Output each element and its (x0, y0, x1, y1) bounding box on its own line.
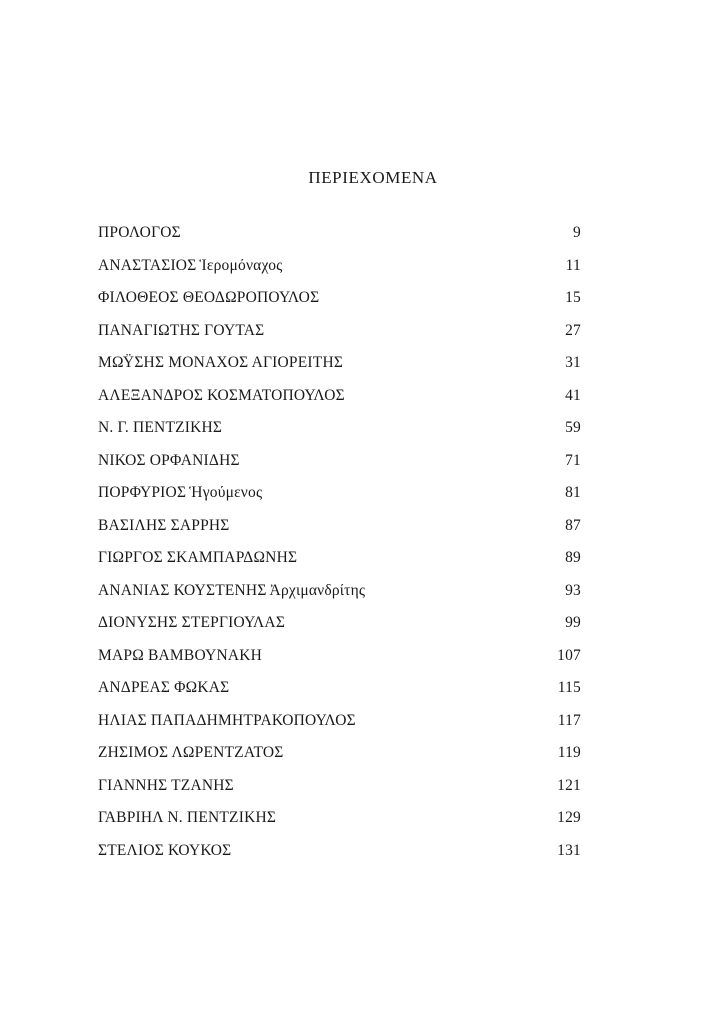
toc-entry-page: 107 (557, 646, 581, 664)
toc-entry-page: 15 (565, 289, 581, 306)
toc-entry (98, 679, 581, 712)
toc-entry-page: 9 (573, 224, 581, 241)
toc-entry-title (98, 842, 234, 860)
toc-entry-name: ΖΗΣΙΜΟΣ ΛΩΡΕΝΤΖΑΤΟΣ (98, 744, 284, 761)
toc-entry-page: 89 (565, 549, 581, 566)
toc-entry-name: ΔΙΟΝΥΣΗΣ ΣΤΕΡΓΙΟΥΛΑΣ (98, 614, 286, 631)
toc-entry-name: ΠΟΡΦΥΡΙΟΣ (98, 484, 187, 501)
toc-entry-title (98, 419, 225, 437)
toc-entry-title (98, 257, 283, 275)
toc-entry-title (98, 289, 322, 307)
toc-entry-page: 59 (565, 419, 581, 436)
toc-entry-name: ΓΑΒΡΙΗΛ Ν. ΠΕΝΤΖΙΚΗΣ (98, 809, 277, 826)
toc-entry-name: ΜΑΡΩ ΒΑΜΒΟΥΝΑΚΗ (98, 646, 263, 664)
toc-entry (98, 647, 581, 680)
toc-entry (98, 549, 581, 582)
toc-entry-title (98, 452, 243, 470)
toc-entry-title (98, 387, 348, 405)
toc-entry-page: 87 (565, 516, 581, 534)
toc-entry (98, 582, 581, 615)
toc-entry-title (98, 647, 265, 665)
toc-entry-title (98, 224, 184, 242)
toc-entry-page: 71 (565, 451, 581, 469)
toc-entry (98, 224, 581, 257)
toc-entry (98, 744, 581, 777)
toc-entry (98, 614, 581, 647)
toc-entry-name: ΝΙΚΟΣ ΟΡΦΑΝΙΔΗΣ (98, 451, 240, 469)
toc-entry-page: 119 (557, 744, 581, 761)
toc-entry (98, 322, 581, 355)
toc-entry-name: ΗΛΙΑΣ ΠΑΠΑΔΗΜΗΤΡΑΚΟΠΟΥΛΟΣ (98, 711, 356, 729)
toc-entry (98, 809, 581, 842)
toc-entry-page: 117 (557, 711, 581, 729)
toc-entry-page: 81 (565, 484, 581, 501)
toc-entry (98, 452, 581, 485)
toc-entry (98, 354, 581, 387)
toc-entry-name: ΦΙΛΟΘΕΟΣ ΘΕΟΔΩΡΟΠΟΥΛΟΣ (98, 289, 320, 306)
toc-entry-page: 131 (557, 841, 581, 859)
toc-entry-title (98, 322, 267, 340)
toc-entry-title (98, 777, 237, 795)
toc-entry (98, 712, 581, 745)
toc-entry-title (98, 549, 300, 567)
toc-entry-name: ΠΡΟΛΟΓΟΣ (98, 224, 181, 241)
toc-entry-page: 115 (557, 679, 581, 696)
toc-entry-title (98, 679, 232, 697)
toc-entry-title (98, 614, 288, 632)
toc-entry (98, 777, 581, 810)
toc-entry (98, 387, 581, 420)
toc-entry-name: ΠΑΝΑΓΙΩΤΗΣ ΓΟΥΤΑΣ (98, 321, 265, 339)
toc-entry-name: ΜΩΫΣΗΣ ΜΟΝΑΧΟΣ ΑΓΙΟΡΕΙΤΗΣ (98, 354, 344, 371)
toc-entry-page: 11 (565, 256, 581, 274)
toc-entry-name: ΑΝΑΝΙΑΣ ΚΟΥΣΤΕΝΗΣ (98, 581, 267, 599)
table-of-contents (98, 224, 581, 874)
toc-entry-title (98, 582, 365, 600)
page-title: ΠΕΡΙΕΧΟΜΕΝΑ (308, 168, 438, 187)
toc-entry-name: ΓΙΩΡΓΟΣ ΣΚΑΜΠΑΡΔΩΝΗΣ (98, 549, 298, 566)
toc-entry (98, 484, 581, 517)
toc-entry-title (98, 809, 279, 827)
toc-entry-name: ΣΤΕΛΙΟΣ ΚΟΥΚΟΣ (98, 841, 232, 859)
toc-entry-role: Ἡγούμενος (189, 484, 263, 501)
toc-entry (98, 419, 581, 452)
toc-entry-role: Ἀρχιμανδρίτης (269, 581, 366, 599)
toc-entry-name: Ν. Γ. ΠΕΝΤΖΙΚΗΣ (98, 419, 223, 436)
toc-entry-page: 99 (565, 614, 581, 631)
toc-entry-page: 31 (565, 354, 581, 371)
toc-entry-name: ΒΑΣΙΛΗΣ ΣΑΡΡΗΣ (98, 516, 230, 534)
toc-entry (98, 842, 581, 875)
toc-entry-name: ΓΙΑΝΝΗΣ ΤΖΑΝΗΣ (98, 776, 234, 794)
toc-entry-name: ΑΝΑΣΤΑΣΙΟΣ (98, 256, 197, 274)
toc-entry-page: 41 (565, 386, 581, 404)
toc-entry-name: ΑΝΔΡΕΑΣ ΦΩΚΑΣ (98, 679, 230, 696)
toc-entry-page: 121 (557, 776, 581, 794)
toc-entry (98, 517, 581, 550)
toc-entry-page: 129 (557, 809, 581, 826)
toc-entry-title (98, 744, 287, 762)
toc-entry-name: ΑΛΕΞΑΝΔΡΟΣ ΚΟΣΜΑΤΟΠΟΥΛΟΣ (98, 386, 345, 404)
toc-entry (98, 257, 581, 290)
toc-entry-page: 93 (565, 581, 581, 599)
toc-entry-role: Ἱερομόναχος (199, 256, 283, 274)
toc-entry-title (98, 517, 233, 535)
toc-entry-page: 27 (565, 321, 581, 339)
toc-entry-title (98, 712, 359, 730)
toc-entry-title (98, 484, 262, 502)
toc-entry (98, 289, 581, 322)
toc-entry-title (98, 354, 346, 372)
